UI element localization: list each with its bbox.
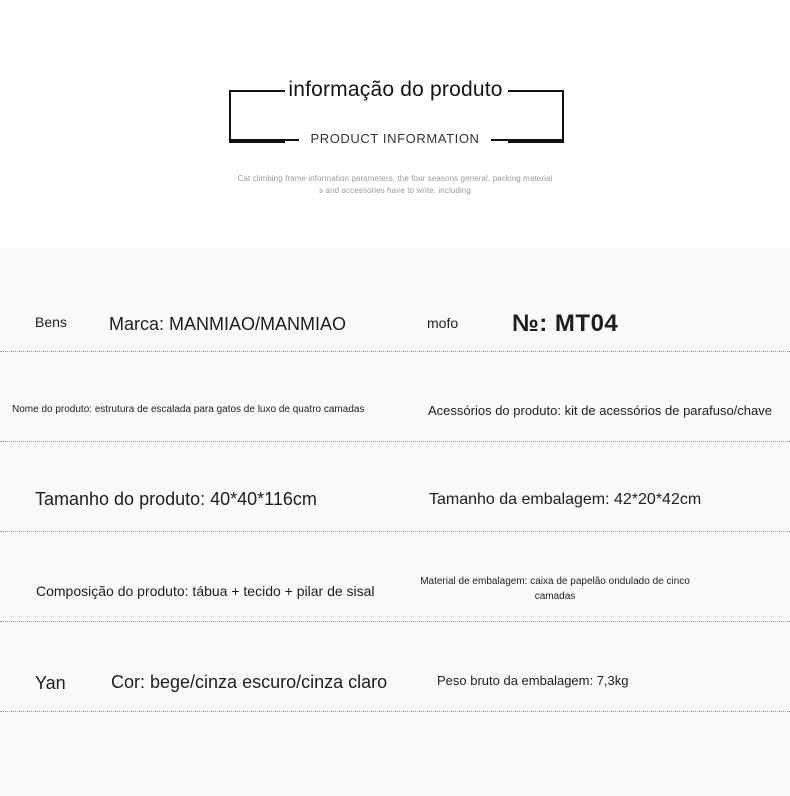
header-description-line-2: s and accessories have to write. including <box>319 186 471 195</box>
row-separator <box>0 711 790 712</box>
package-material-line-2: camadas <box>534 591 576 602</box>
page-subtitle: PRODUCT INFORMATION <box>310 131 480 146</box>
row-separator <box>0 531 790 532</box>
title-frame-left <box>229 90 285 143</box>
product-name: Nome do produto: estrutura de escalada para gatos de luxo de quatro camadas <box>12 404 365 415</box>
title-frame-right <box>508 90 564 143</box>
package-material <box>420 574 690 604</box>
product-info-table <box>0 248 790 796</box>
title-frame-right-line <box>491 139 564 141</box>
row-5-left-label: Yan <box>35 673 66 693</box>
row-1-left-label: Bens <box>35 314 67 330</box>
row-separator <box>0 621 790 622</box>
product-size: Tamanho do produto: 40*40*116cm <box>35 489 317 509</box>
header-description <box>230 173 560 197</box>
product-composition: Composição do produto: tábua + tecido + pilar de sisal <box>36 583 375 599</box>
product-accessories: Acessórios do produto: kit de acessórios de parafuso/chave <box>428 403 772 418</box>
package-size: Tamanho da embalagem: 42*20*42cm <box>429 491 702 508</box>
model-number: №: MT04 <box>512 310 619 337</box>
row-1-right-label: mofo <box>427 315 459 331</box>
row-separator <box>0 441 790 442</box>
header-description-line-1: Cat climbing frame information parameters, the four seasons general, packing material <box>237 174 553 183</box>
brand-value: Marca: MANMIAO/MANMIAO <box>109 314 347 334</box>
title-frame-left-line <box>229 139 299 141</box>
product-color: Cor: bege/cinza escuro/cinza claro <box>111 672 388 692</box>
gross-weight: Peso bruto da embalagem: 7,3kg <box>437 673 629 688</box>
row-separator <box>0 351 790 352</box>
package-material-line-1: Material de embalagem: caixa de papelão ondulado de cinco <box>420 576 690 587</box>
header-section <box>0 0 790 248</box>
page-title: informação do produto <box>288 78 503 101</box>
